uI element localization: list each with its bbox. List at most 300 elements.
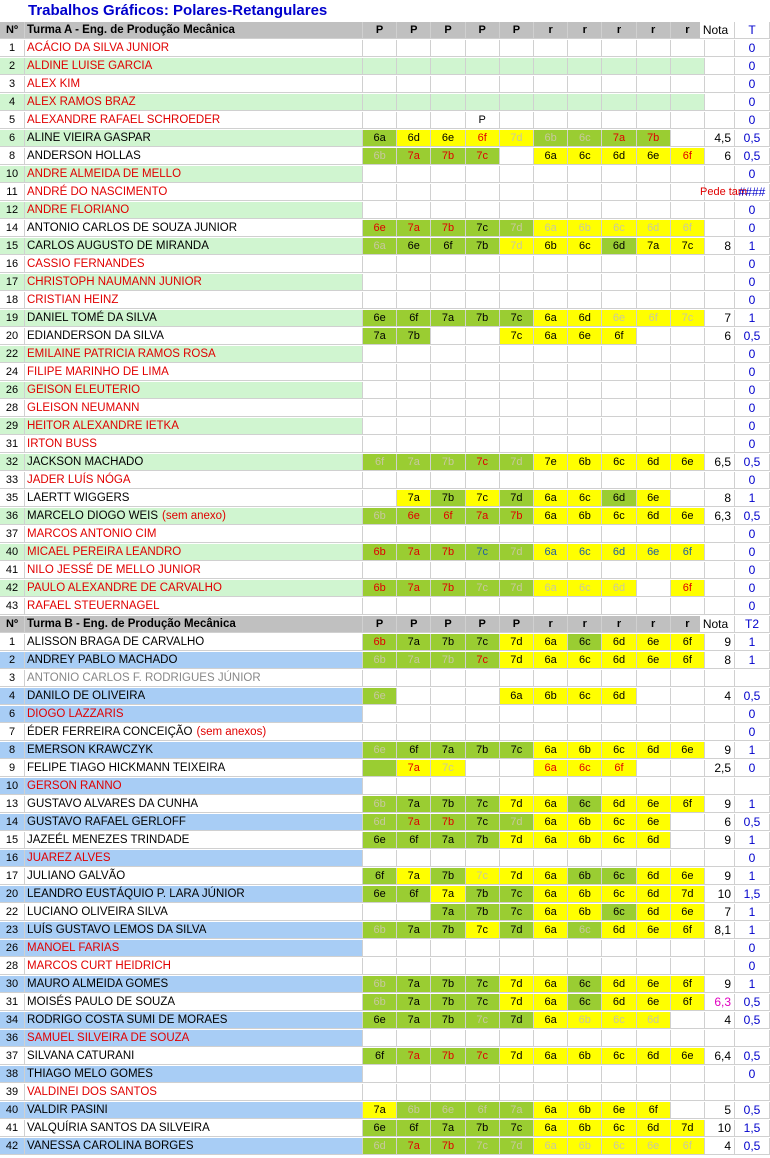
- grade-cell[interactable]: 6b: [568, 832, 602, 849]
- grade-cell[interactable]: 7a: [363, 1102, 397, 1119]
- grade-cell[interactable]: [500, 958, 534, 975]
- grade-cell[interactable]: [568, 472, 602, 489]
- grade-cell[interactable]: 7c: [466, 1048, 500, 1065]
- student-name[interactable]: [25, 184, 363, 201]
- student-name[interactable]: [25, 130, 363, 147]
- grade-cell[interactable]: [602, 184, 636, 201]
- grade-cell[interactable]: 7b: [431, 1048, 465, 1065]
- grade-cell[interactable]: [397, 958, 431, 975]
- grade-cell[interactable]: [568, 1084, 602, 1101]
- student-name[interactable]: [25, 778, 363, 795]
- grade-cell[interactable]: 6b: [363, 508, 397, 525]
- student-name[interactable]: [25, 1030, 363, 1047]
- grade-cell[interactable]: 6f: [431, 238, 465, 255]
- grade-cell[interactable]: [363, 40, 397, 57]
- grade-cell[interactable]: 6b: [363, 580, 397, 597]
- student-name[interactable]: [25, 1138, 363, 1155]
- grade-cell[interactable]: 6c: [568, 544, 602, 561]
- grade-cell[interactable]: [397, 94, 431, 111]
- grade-cell[interactable]: 6a: [534, 328, 568, 345]
- grade-cell[interactable]: [534, 562, 568, 579]
- grade-cell[interactable]: [363, 958, 397, 975]
- grade-cell[interactable]: 7b: [431, 1012, 465, 1029]
- grade-cell[interactable]: 6a: [534, 1012, 568, 1029]
- grade-cell[interactable]: 7b: [431, 1138, 465, 1155]
- grade-cell[interactable]: [568, 562, 602, 579]
- grade-cell[interactable]: 6d: [602, 148, 636, 165]
- student-name[interactable]: [25, 472, 363, 489]
- grade-cell[interactable]: 6e: [637, 544, 671, 561]
- grade-cell[interactable]: 7a: [637, 238, 671, 255]
- grade-cell[interactable]: 6a: [534, 994, 568, 1011]
- grade-cell[interactable]: 7d: [500, 994, 534, 1011]
- student-name[interactable]: [25, 292, 363, 309]
- grade-cell[interactable]: 6a: [534, 904, 568, 921]
- grade-cell[interactable]: [637, 40, 671, 57]
- grade-cell[interactable]: [602, 58, 636, 75]
- student-name[interactable]: [25, 94, 363, 111]
- grade-cell[interactable]: 6b: [363, 148, 397, 165]
- grade-cell[interactable]: [568, 1030, 602, 1047]
- student-name[interactable]: [25, 418, 363, 435]
- grade-cell[interactable]: [568, 76, 602, 93]
- grade-cell[interactable]: [397, 1084, 431, 1101]
- grade-cell[interactable]: 7a: [397, 148, 431, 165]
- grade-cell[interactable]: 7c: [431, 760, 465, 777]
- grade-cell[interactable]: [466, 1084, 500, 1101]
- student-name[interactable]: [25, 886, 363, 903]
- grade-cell[interactable]: 7d: [500, 580, 534, 597]
- grade-cell[interactable]: [431, 526, 465, 543]
- grade-cell[interactable]: 6a: [534, 220, 568, 237]
- grade-cell[interactable]: 7a: [397, 580, 431, 597]
- grade-cell[interactable]: 6b: [568, 454, 602, 471]
- grade-cell[interactable]: [500, 472, 534, 489]
- grade-cell[interactable]: 6c: [568, 130, 602, 147]
- grade-cell[interactable]: 6d: [637, 508, 671, 525]
- grade-cell[interactable]: [568, 184, 602, 201]
- grade-cell[interactable]: [363, 274, 397, 291]
- grade-cell[interactable]: 7d: [500, 1048, 534, 1065]
- grade-cell[interactable]: 7a: [397, 1048, 431, 1065]
- grade-cell[interactable]: 6e: [637, 634, 671, 651]
- grade-cell[interactable]: [637, 850, 671, 867]
- grade-cell[interactable]: [431, 688, 465, 705]
- grade-cell[interactable]: 6d: [637, 868, 671, 885]
- grade-cell[interactable]: [637, 112, 671, 129]
- grade-cell[interactable]: 7a: [397, 652, 431, 669]
- grade-cell[interactable]: [363, 940, 397, 957]
- grade-cell[interactable]: 7b: [431, 652, 465, 669]
- grade-cell[interactable]: 6e: [637, 796, 671, 813]
- grade-cell[interactable]: [431, 706, 465, 723]
- grade-cell[interactable]: [431, 400, 465, 417]
- grade-cell[interactable]: [602, 40, 636, 57]
- grade-cell[interactable]: 6d: [637, 904, 671, 921]
- grade-cell[interactable]: [431, 166, 465, 183]
- grade-cell[interactable]: [602, 1066, 636, 1083]
- grade-cell[interactable]: 6e: [602, 310, 636, 327]
- student-name[interactable]: [25, 1120, 363, 1137]
- grade-cell[interactable]: [637, 400, 671, 417]
- student-name[interactable]: [25, 598, 363, 615]
- grade-cell[interactable]: 6c: [602, 832, 636, 849]
- grade-cell[interactable]: [568, 202, 602, 219]
- grade-cell[interactable]: [397, 76, 431, 93]
- grade-cell[interactable]: 6a: [534, 868, 568, 885]
- grade-cell[interactable]: [466, 400, 500, 417]
- grade-cell[interactable]: [363, 598, 397, 615]
- grade-cell[interactable]: [466, 166, 500, 183]
- grade-cell[interactable]: 6f: [671, 976, 705, 993]
- student-name[interactable]: [25, 274, 363, 291]
- grade-cell[interactable]: [602, 256, 636, 273]
- grade-cell[interactable]: [534, 40, 568, 57]
- grade-cell[interactable]: [637, 706, 671, 723]
- grade-cell[interactable]: [363, 526, 397, 543]
- grade-cell[interactable]: [534, 418, 568, 435]
- grade-cell[interactable]: [363, 778, 397, 795]
- grade-cell[interactable]: [363, 202, 397, 219]
- grade-cell[interactable]: 6a: [534, 814, 568, 831]
- grade-cell[interactable]: 6f: [397, 310, 431, 327]
- grade-cell[interactable]: [602, 526, 636, 543]
- grade-cell[interactable]: 7a: [397, 922, 431, 939]
- grade-cell[interactable]: 6f: [671, 220, 705, 237]
- grade-cell[interactable]: [363, 490, 397, 507]
- grade-cell[interactable]: [602, 598, 636, 615]
- grade-cell[interactable]: 7d: [500, 634, 534, 651]
- grade-cell[interactable]: [534, 256, 568, 273]
- grade-cell[interactable]: 6c: [602, 1120, 636, 1137]
- grade-cell[interactable]: [466, 292, 500, 309]
- grade-cell[interactable]: [534, 1066, 568, 1083]
- grade-cell[interactable]: 6b: [534, 130, 568, 147]
- grade-cell[interactable]: 6a: [534, 760, 568, 777]
- grade-cell[interactable]: 6b: [534, 688, 568, 705]
- grade-cell[interactable]: [363, 670, 397, 687]
- grade-cell[interactable]: [466, 40, 500, 57]
- grade-cell[interactable]: 6a: [534, 580, 568, 597]
- grade-cell[interactable]: 7b: [431, 454, 465, 471]
- student-name[interactable]: [25, 706, 363, 723]
- grade-cell[interactable]: 6d: [568, 310, 602, 327]
- grade-cell[interactable]: [568, 94, 602, 111]
- grade-cell[interactable]: 6f: [671, 652, 705, 669]
- grade-cell[interactable]: 7e: [534, 454, 568, 471]
- grade-cell[interactable]: [637, 724, 671, 741]
- grade-cell[interactable]: [466, 598, 500, 615]
- grade-cell[interactable]: 6c: [568, 994, 602, 1011]
- grade-cell[interactable]: 6a: [534, 886, 568, 903]
- grade-cell[interactable]: 6c: [602, 886, 636, 903]
- student-name[interactable]: [25, 1102, 363, 1119]
- grade-cell[interactable]: [637, 598, 671, 615]
- student-name[interactable]: [25, 112, 363, 129]
- grade-cell[interactable]: 6b: [568, 814, 602, 831]
- grade-cell[interactable]: [637, 436, 671, 453]
- grade-cell[interactable]: [397, 256, 431, 273]
- grade-cell[interactable]: 6e: [363, 310, 397, 327]
- grade-cell[interactable]: 6f: [602, 760, 636, 777]
- grade-cell[interactable]: [431, 76, 465, 93]
- grade-cell[interactable]: 6f: [671, 1138, 705, 1155]
- grade-cell[interactable]: [534, 526, 568, 543]
- grade-cell[interactable]: [466, 382, 500, 399]
- grade-cell[interactable]: [568, 778, 602, 795]
- grade-cell[interactable]: 6b: [568, 1102, 602, 1119]
- grade-cell[interactable]: [602, 850, 636, 867]
- grade-cell[interactable]: 6d: [602, 922, 636, 939]
- grade-cell[interactable]: [466, 1066, 500, 1083]
- grade-cell[interactable]: [363, 850, 397, 867]
- grade-cell[interactable]: [568, 256, 602, 273]
- student-name[interactable]: [25, 310, 363, 327]
- student-name[interactable]: [25, 220, 363, 237]
- grade-cell[interactable]: 6f: [637, 310, 671, 327]
- grade-cell[interactable]: 6b: [568, 1012, 602, 1029]
- grade-cell[interactable]: [363, 562, 397, 579]
- grade-cell[interactable]: 6e: [671, 742, 705, 759]
- grade-cell[interactable]: 7c: [500, 742, 534, 759]
- grade-cell[interactable]: [397, 184, 431, 201]
- grade-cell[interactable]: 6b: [363, 544, 397, 561]
- grade-cell[interactable]: [500, 850, 534, 867]
- grade-cell[interactable]: [397, 706, 431, 723]
- grade-cell[interactable]: [397, 724, 431, 741]
- grade-cell[interactable]: [500, 76, 534, 93]
- grade-cell[interactable]: [500, 202, 534, 219]
- grade-cell[interactable]: 6d: [602, 688, 636, 705]
- grade-cell[interactable]: 6c: [602, 1012, 636, 1029]
- grade-cell[interactable]: 6d: [637, 886, 671, 903]
- grade-cell[interactable]: [534, 472, 568, 489]
- grade-cell[interactable]: 6c: [602, 220, 636, 237]
- grade-cell[interactable]: [637, 778, 671, 795]
- grade-cell[interactable]: [534, 1030, 568, 1047]
- grade-cell[interactable]: 7a: [363, 328, 397, 345]
- grade-cell[interactable]: 6e: [637, 994, 671, 1011]
- grade-cell[interactable]: [431, 1030, 465, 1047]
- grade-cell[interactable]: [397, 1030, 431, 1047]
- grade-cell[interactable]: [397, 850, 431, 867]
- grade-cell[interactable]: 6a: [534, 922, 568, 939]
- grade-cell[interactable]: 7d: [500, 868, 534, 885]
- grade-cell[interactable]: 6c: [602, 904, 636, 921]
- grade-cell[interactable]: 7c: [500, 904, 534, 921]
- grade-cell[interactable]: 6e: [637, 922, 671, 939]
- grade-cell[interactable]: [602, 670, 636, 687]
- grade-cell[interactable]: 6c: [568, 148, 602, 165]
- grade-cell[interactable]: 6b: [568, 1120, 602, 1137]
- grade-cell[interactable]: 6e: [671, 904, 705, 921]
- grade-cell[interactable]: 7d: [500, 832, 534, 849]
- grade-cell[interactable]: 6c: [602, 508, 636, 525]
- grade-cell[interactable]: [466, 958, 500, 975]
- grade-cell[interactable]: [568, 40, 602, 57]
- grade-cell[interactable]: [637, 346, 671, 363]
- student-name[interactable]: [25, 814, 363, 831]
- grade-cell[interactable]: 7c: [466, 544, 500, 561]
- grade-cell[interactable]: [363, 1030, 397, 1047]
- student-name[interactable]: [25, 1048, 363, 1065]
- student-name[interactable]: [25, 796, 363, 813]
- grade-cell[interactable]: [534, 202, 568, 219]
- grade-cell[interactable]: [431, 112, 465, 129]
- grade-cell[interactable]: [637, 472, 671, 489]
- grade-cell[interactable]: [431, 598, 465, 615]
- grade-cell[interactable]: 6c: [568, 652, 602, 669]
- grade-cell[interactable]: [466, 418, 500, 435]
- grade-cell[interactable]: P: [466, 112, 500, 129]
- grade-cell[interactable]: [466, 1030, 500, 1047]
- grade-cell[interactable]: 6f: [397, 832, 431, 849]
- grade-cell[interactable]: 7c: [466, 634, 500, 651]
- grade-cell[interactable]: 6a: [534, 148, 568, 165]
- grade-cell[interactable]: 7b: [431, 490, 465, 507]
- grade-cell[interactable]: [534, 94, 568, 111]
- student-name[interactable]: [25, 670, 363, 687]
- grade-cell[interactable]: [431, 850, 465, 867]
- grade-cell[interactable]: [500, 526, 534, 543]
- student-name[interactable]: [25, 58, 363, 75]
- grade-cell[interactable]: 6d: [363, 814, 397, 831]
- grade-cell[interactable]: 6b: [397, 1102, 431, 1119]
- grade-cell[interactable]: 6a: [534, 1102, 568, 1119]
- grade-cell[interactable]: [500, 940, 534, 957]
- grade-cell[interactable]: 6b: [363, 976, 397, 993]
- grade-cell[interactable]: [466, 688, 500, 705]
- grade-cell[interactable]: 6b: [568, 742, 602, 759]
- grade-cell[interactable]: 7a: [397, 994, 431, 1011]
- grade-cell[interactable]: [500, 724, 534, 741]
- grade-cell[interactable]: [500, 382, 534, 399]
- grade-cell[interactable]: [534, 598, 568, 615]
- student-name[interactable]: [25, 346, 363, 363]
- grade-cell[interactable]: 6e: [671, 454, 705, 471]
- grade-cell[interactable]: 6c: [568, 976, 602, 993]
- student-name[interactable]: [25, 454, 363, 471]
- student-name[interactable]: [25, 922, 363, 939]
- grade-cell[interactable]: 7d: [671, 1120, 705, 1137]
- grade-cell[interactable]: [397, 598, 431, 615]
- grade-cell[interactable]: [500, 346, 534, 363]
- student-name[interactable]: [25, 562, 363, 579]
- grade-cell[interactable]: [431, 472, 465, 489]
- grade-cell[interactable]: [397, 400, 431, 417]
- grade-cell[interactable]: [500, 40, 534, 57]
- grade-cell[interactable]: [568, 364, 602, 381]
- grade-cell[interactable]: 6b: [568, 868, 602, 885]
- grade-cell[interactable]: 6a: [534, 508, 568, 525]
- grade-cell[interactable]: [363, 904, 397, 921]
- grade-cell[interactable]: 6d: [637, 742, 671, 759]
- grade-cell[interactable]: 7d: [500, 490, 534, 507]
- grade-cell[interactable]: 6a: [534, 976, 568, 993]
- grade-cell[interactable]: [466, 364, 500, 381]
- grade-cell[interactable]: 6f: [671, 580, 705, 597]
- grade-cell[interactable]: 6c: [568, 634, 602, 651]
- grade-cell[interactable]: 6a: [534, 796, 568, 813]
- grade-cell[interactable]: 6e: [363, 688, 397, 705]
- grade-cell[interactable]: [602, 940, 636, 957]
- student-name[interactable]: [25, 994, 363, 1011]
- grade-cell[interactable]: [602, 706, 636, 723]
- student-name[interactable]: [25, 1066, 363, 1083]
- grade-cell[interactable]: [466, 706, 500, 723]
- student-name[interactable]: [25, 832, 363, 849]
- grade-cell[interactable]: 7d: [500, 976, 534, 993]
- grade-cell[interactable]: [466, 670, 500, 687]
- student-name[interactable]: [25, 148, 363, 165]
- grade-cell[interactable]: [602, 166, 636, 183]
- grade-cell[interactable]: [363, 292, 397, 309]
- grade-cell[interactable]: [500, 400, 534, 417]
- grade-cell[interactable]: [602, 1030, 636, 1047]
- grade-cell[interactable]: [466, 94, 500, 111]
- grade-cell[interactable]: 6c: [602, 814, 636, 831]
- grade-cell[interactable]: 7a: [431, 742, 465, 759]
- grade-cell[interactable]: [466, 202, 500, 219]
- grade-cell[interactable]: [637, 1030, 671, 1047]
- grade-cell[interactable]: [568, 400, 602, 417]
- grade-cell[interactable]: 6d: [602, 976, 636, 993]
- grade-cell[interactable]: 6d: [602, 994, 636, 1011]
- grade-cell[interactable]: [363, 400, 397, 417]
- student-name[interactable]: [25, 742, 363, 759]
- grade-cell[interactable]: [466, 184, 500, 201]
- grade-cell[interactable]: [534, 436, 568, 453]
- grade-cell[interactable]: [431, 274, 465, 291]
- grade-cell[interactable]: 7d: [500, 130, 534, 147]
- grade-cell[interactable]: 7b: [397, 328, 431, 345]
- grade-cell[interactable]: 6d: [602, 490, 636, 507]
- student-name[interactable]: [25, 526, 363, 543]
- grade-cell[interactable]: 6c: [568, 760, 602, 777]
- grade-cell[interactable]: 6a: [534, 742, 568, 759]
- grade-cell[interactable]: 7a: [466, 508, 500, 525]
- grade-cell[interactable]: 7b: [431, 814, 465, 831]
- grade-cell[interactable]: [500, 292, 534, 309]
- grade-cell[interactable]: 6f: [431, 508, 465, 525]
- grade-cell[interactable]: [500, 256, 534, 273]
- grade-cell[interactable]: 7c: [466, 922, 500, 939]
- grade-cell[interactable]: [568, 850, 602, 867]
- grade-cell[interactable]: 7b: [431, 634, 465, 651]
- grade-cell[interactable]: 7b: [637, 130, 671, 147]
- grade-cell[interactable]: 7b: [431, 544, 465, 561]
- grade-cell[interactable]: [363, 76, 397, 93]
- grade-cell[interactable]: [431, 724, 465, 741]
- grade-cell[interactable]: [397, 112, 431, 129]
- grade-cell[interactable]: 6f: [466, 130, 500, 147]
- grade-cell[interactable]: [397, 166, 431, 183]
- grade-cell[interactable]: [534, 382, 568, 399]
- grade-cell[interactable]: [363, 346, 397, 363]
- grade-cell[interactable]: [466, 58, 500, 75]
- grade-cell[interactable]: [500, 148, 534, 165]
- grade-cell[interactable]: [500, 112, 534, 129]
- student-name[interactable]: [25, 202, 363, 219]
- grade-cell[interactable]: [466, 346, 500, 363]
- grade-cell[interactable]: [568, 724, 602, 741]
- grade-cell[interactable]: 6f: [671, 148, 705, 165]
- grade-cell[interactable]: 6e: [363, 1120, 397, 1137]
- grade-cell[interactable]: [534, 958, 568, 975]
- grade-cell[interactable]: [568, 958, 602, 975]
- student-name[interactable]: [25, 166, 363, 183]
- grade-cell[interactable]: [466, 724, 500, 741]
